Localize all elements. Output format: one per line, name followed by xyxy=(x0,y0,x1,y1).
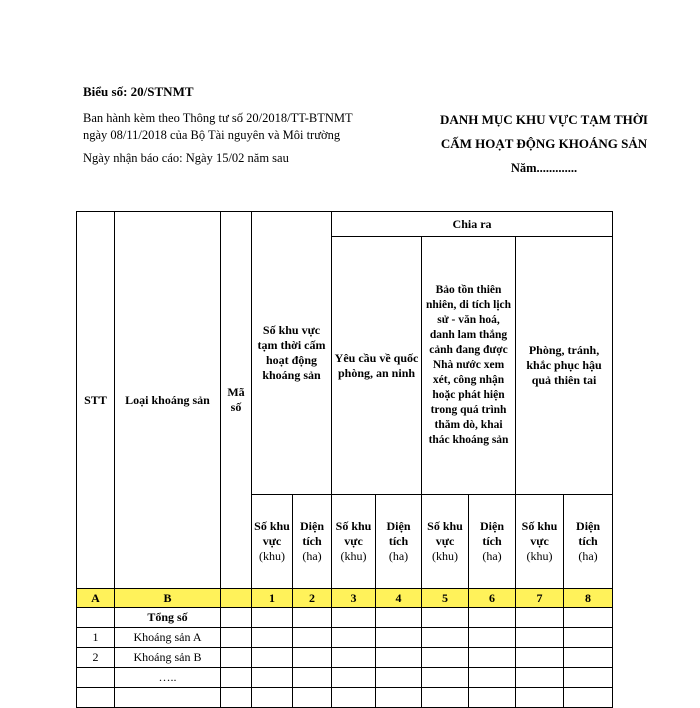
issuance-line-1: Ban hành kèm theo Thông tư số 20/2018/TT-BTNMT xyxy=(83,111,353,125)
row-stt xyxy=(77,668,115,688)
header-disaster: Phòng, tránh, khắc phục hậu quả thiên tai xyxy=(516,237,613,495)
header-code: Mã số xyxy=(221,212,252,589)
subheader-count: Số khu vực (khu) xyxy=(332,495,376,589)
header-mineral-type: Loại khoáng sản xyxy=(115,212,221,589)
code-cell: 6 xyxy=(469,589,516,608)
row-name xyxy=(115,688,221,708)
table-row xyxy=(77,628,613,648)
header-breakdown: Chia ra xyxy=(332,212,613,237)
table-row xyxy=(77,688,613,708)
table-row-total xyxy=(77,608,613,628)
header-defense: Yêu cầu về quốc phòng, an ninh xyxy=(332,237,422,495)
restricted-area-table xyxy=(76,211,613,708)
subheader-area: Diện tích (ha) xyxy=(469,495,516,589)
row-stt xyxy=(77,608,115,628)
receive-date: Ngày nhận báo cáo: Ngày 15/02 năm sau xyxy=(83,151,289,165)
row-stt: 2 xyxy=(77,648,115,668)
row-name: ….. xyxy=(115,668,221,688)
subheader-area: Diện tích (ha) xyxy=(376,495,422,589)
column-code-row xyxy=(77,589,613,608)
code-cell: 5 xyxy=(422,589,469,608)
code-cell: 1 xyxy=(252,589,293,608)
issuance-line-2: ngày 08/11/2018 của Bộ Tài nguyên và Môi trường xyxy=(83,128,341,142)
header-stt: STT xyxy=(77,212,115,589)
code-cell: 3 xyxy=(332,589,376,608)
row-stt xyxy=(77,688,115,708)
year-line: Năm............. xyxy=(510,161,578,175)
subheader-area: Diện tích (ha) xyxy=(564,495,613,589)
row-name: Tổng số xyxy=(115,608,221,628)
form-number: Biểu số: 20/STNMT xyxy=(83,84,194,99)
header-heritage: Bảo tồn thiên nhiên, di tích lịch sử - văn hoá, danh lam thắng cảnh đang được Nhà nước xem xét, công nhận hoặc phát hiện trong quá trình thăm dò, khai thác khoáng sản xyxy=(422,237,516,495)
header-total-areas: Số khu vực tạm thời cấm hoạt động khoáng sản xyxy=(252,212,332,495)
table-row xyxy=(77,648,613,668)
table-row xyxy=(77,668,613,688)
code-cell: A xyxy=(77,589,115,608)
code-cell: 7 xyxy=(516,589,564,608)
subheader-area: Diện tích (ha) xyxy=(293,495,332,589)
title-line-2: CẤM HOẠT ĐỘNG KHOÁNG SẢN xyxy=(440,136,648,151)
code-cell: 4 xyxy=(376,589,422,608)
row-name: Khoáng sản B xyxy=(115,648,221,668)
document-title xyxy=(420,108,668,180)
title-line-1: DANH MỤC KHU VỰC TẠM THỜI xyxy=(440,112,648,127)
code-cell: 2 xyxy=(293,589,332,608)
issuance-note xyxy=(83,110,413,144)
code-cell: B xyxy=(115,589,221,608)
code-cell xyxy=(221,589,252,608)
subheader-count: Số khu vực (khu) xyxy=(252,495,293,589)
subheader-count: Số khu vực (khu) xyxy=(516,495,564,589)
row-stt: 1 xyxy=(77,628,115,648)
subheader-count: Số khu vực (khu) xyxy=(422,495,469,589)
code-cell: 8 xyxy=(564,589,613,608)
row-name: Khoáng sản A xyxy=(115,628,221,648)
